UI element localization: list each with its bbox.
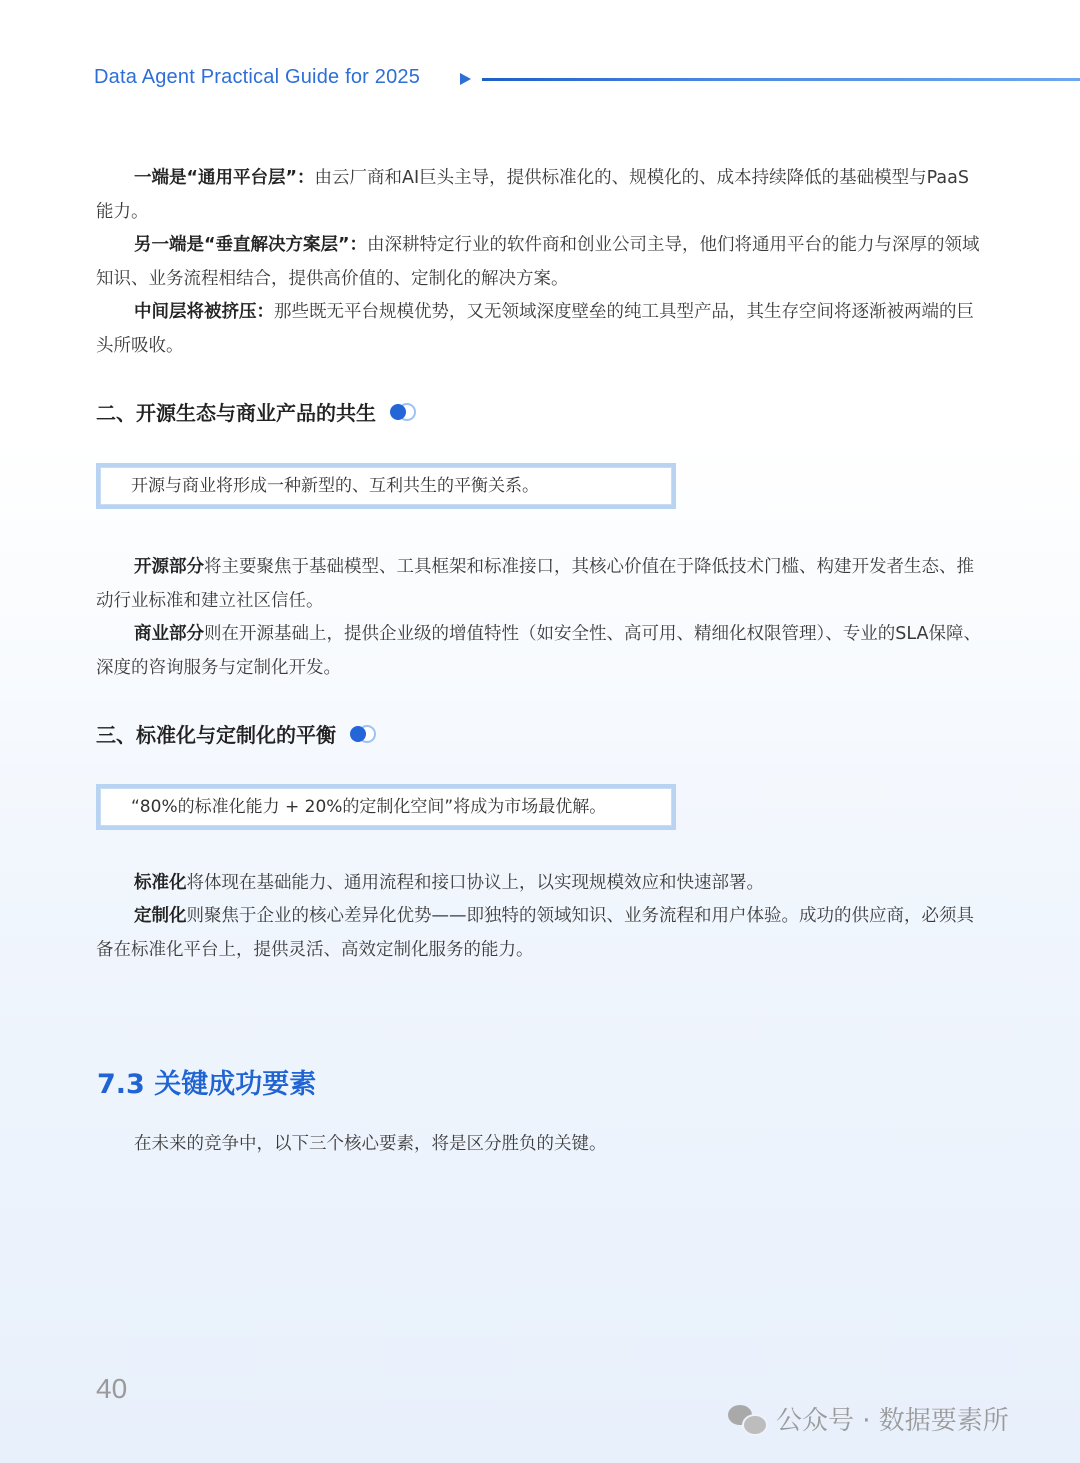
paragraph-lead: 中间层将被挤压： <box>134 302 274 322</box>
paragraph-body: 由云厂商和AI巨头主导，提供标准化的、规模化的、成本持续降低的基础模型与PaaS能力。 <box>96 168 969 222</box>
callout-box <box>96 784 676 830</box>
paragraph-body: 则在开源基础上，提供企业级的增值特性（如安全性、高可用、精细化权限管理）、专业的SLA保障、深度的咨询服务与定制化开发。 <box>96 624 981 678</box>
section-intro: 在未来的竞争中，以下三个核心要素，将是区分胜负的关键。 <box>134 1134 607 1154</box>
toggle-icon <box>350 725 380 743</box>
section-title: 7.3 关键成功要素 <box>97 1069 317 1100</box>
section-heading-text: 二、开源生态与商业产品的共生 <box>96 401 376 425</box>
callout-text: 开源与商业将形成一种新型的、互利共生的平衡关系。 <box>100 467 672 505</box>
paragraph-middle-layer <box>96 296 986 363</box>
paragraph-platform-layer <box>96 162 986 229</box>
paragraph-body: 将主要聚焦于基础模型、工具框架和标准接口，其核心价值在于降低技术门槛、构建开发者生态、推动行业标准和建立社区信任。 <box>96 557 974 611</box>
watermark <box>728 1400 1009 1437</box>
header-title: Data Agent Practical Guide for 2025 <box>94 66 421 88</box>
page-header <box>94 66 1080 92</box>
wechat-icon <box>728 1403 766 1435</box>
callout-box <box>96 463 676 509</box>
paragraph-standardization <box>96 867 986 901</box>
paragraph-lead: 定制化 <box>134 906 187 926</box>
paragraph-body: 那些既无平台规模优势，又无领域深度壁垒的纯工具型产品，其生存空间将逐渐被两端的巨头所吸收。 <box>96 302 974 356</box>
paragraph-lead: 标准化 <box>134 873 187 893</box>
paragraph-body: 则聚焦于企业的核心差异化优势——即独特的领域知识、业务流程和用户体验。成功的供应商，必须具备在标准化平台上，提供灵活、高效定制化服务的能力。 <box>96 906 974 960</box>
paragraph-vertical-layer <box>96 229 986 296</box>
paragraph-customization <box>96 900 986 967</box>
paragraph-open-source <box>96 551 986 618</box>
paragraph-lead: 一端是“通用平台层”： <box>134 168 315 188</box>
section-heading-text: 三、标准化与定制化的平衡 <box>96 723 336 747</box>
section-heading-open-source <box>96 397 420 426</box>
paragraph-lead: 开源部分 <box>134 557 204 577</box>
section-heading-standardization <box>96 719 380 748</box>
header-divider <box>482 78 1080 81</box>
paragraph-lead: 商业部分 <box>134 624 204 644</box>
paragraph-lead: 另一端是“垂直解决方案层”： <box>134 235 368 255</box>
callout-text: “80%的标准化能力 + 20%的定制化空间”将成为市场最优解。 <box>100 788 672 826</box>
play-arrow-icon <box>460 73 471 85</box>
paragraph-body: 将体现在基础能力、通用流程和接口协议上，以实现规模效应和快速部署。 <box>186 873 764 893</box>
paragraph-body: 由深耕特定行业的软件商和创业公司主导，他们将通用平台的能力与深厚的领域知识、业务流程相结合，提供高价值的、定制化的解决方案。 <box>96 235 980 289</box>
toggle-icon <box>390 403 420 421</box>
watermark-text: 公众号 · 数据要素所 <box>776 1406 1009 1436</box>
paragraph-commercial <box>96 618 986 685</box>
page-number: 40 <box>96 1373 128 1404</box>
